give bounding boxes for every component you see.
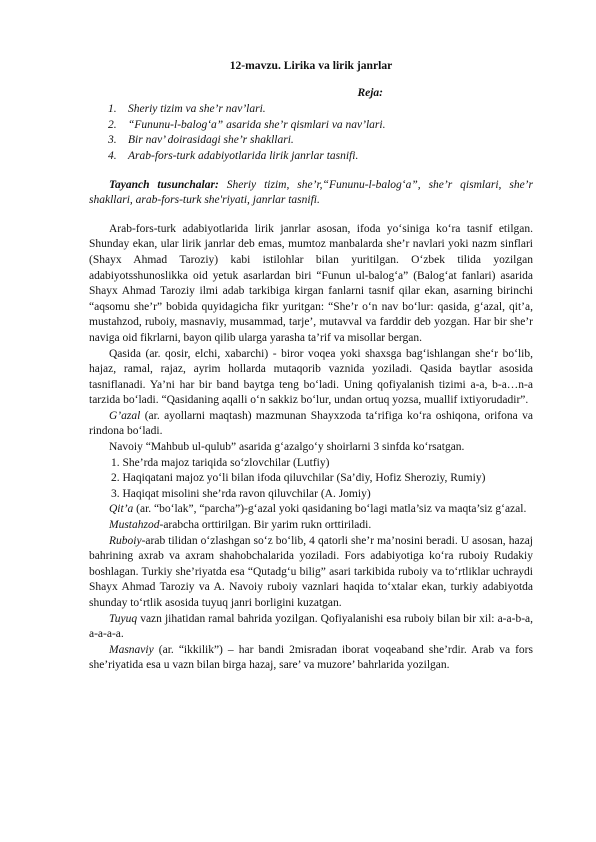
body-paragraph — [89, 502, 533, 518]
keywords-paragraph — [89, 178, 533, 209]
keywords-label: Tayanch tusunchalar: — [109, 178, 219, 191]
body-paragraph: Navoiy “Mahbub ul-qulub” asarida g‘azalgo‘y shoirlarni 3 sinfda ko‘rsatgan. — [109, 441, 465, 454]
term-definition: -arabcha orttirilgan. Bir yarim rukn orttiriladi. — [159, 519, 372, 532]
page-title: 12-mavzu. Lirika va lirik janrlar — [229, 59, 393, 72]
term-definition: vazn jihatidan ramal bahrida yozilgan. Qofiyalanishi esa ruboiy bilan bir xil: a-a-b-a, a-a-a-a. — [89, 612, 533, 641]
list-paragraph: 3. Haqiqat misolini she’rda ravon qiluvchilar (A. Jomiy) — [111, 487, 371, 500]
term-definition: (ar. “bo‘lak”, “parcha”)-g‘azal yoki qasidaning bo‘lagi matla’siz va maqta’siz g‘azal. — [133, 503, 527, 516]
term: Qit’a — [109, 503, 134, 516]
plan-item-text: Sheriy tizim va she’r nav’lari. — [128, 103, 266, 116]
body-paragraph — [89, 612, 533, 643]
term: Tuyuq — [109, 612, 138, 625]
document-page — [89, 58, 533, 674]
list-paragraph: 2. Haqiqatani majoz yo‘li bilan ifoda qiluvchilar (Sa’diy, Hofiz Sheroziy, Rumiy) — [111, 472, 486, 485]
keywords-text: Sheriy tizim, she’r,“Fununu-l-balog‘a”, she’r qismlari, she’r shakllari, arab-fors-turk she'riyati, janrlar tasnifi. — [89, 178, 533, 207]
body-paragraph — [89, 518, 533, 534]
plan-item — [108, 133, 533, 149]
body-paragraph — [89, 409, 533, 440]
plan-list — [89, 102, 533, 164]
term: Ruboiy — [109, 534, 142, 547]
plan-heading: Reja: — [357, 86, 383, 99]
plan-item-text: “Fununu-l-balog‘a” asarida she’r qismlari va nav’lari. — [128, 118, 386, 131]
body-paragraph — [89, 534, 533, 612]
body-paragraph: Arab-fors-turk adabiyotlarida lirik janrlar asosan, ifoda yo‘siniga ko‘ra tasnif etilgan. Shunday ekan, ular lirik janrlar deb emas, mumtoz manbalarda she’r navlari yoki nazm sinflari (Shayx Ahmad Taroziy) kabi istilohlar bilan yuritilgan. O‘zbek tilida yozilgan adabiyotsshunoslikka oid yetuk asarlardan biri “Funun ul-balog‘a” (Balog‘at fanlari) asarida Shayx Ahmad Taroziy ilmi adab tarkibiga kirgan fanlarni tasnif qilar ekan, asarning birinchi “aqsomu she’r” bobida quyidagicha fikr yuritgan: “She’r o‘n nav bo‘lur: qasida, g‘azal, qit’a, mustahzod, ruboiy, masnaviy, musammad, tarje’, mutavval va farddir deb yozgan. Har bir she’r naviga oid fikrlarni, bayon qilib ularga yarasha ta’rif va misollar bergan. — [89, 222, 533, 344]
term-definition: (ar. ayollarni maqtash) mazmunan Shayxzoda ta‘rifiga ko‘ra oshiqona, orifona va rindona bo‘ladi. — [89, 409, 533, 438]
plan-item — [108, 102, 533, 118]
body-paragraph — [89, 643, 533, 674]
body-paragraph: Qasida (ar. qosir, elchi, xabarchi) - biror voqea yoki shaxsga bag‘ishlangan she‘r bo‘lib, hajaz, ramal, rajaz, ayrim hollarda mutaqorib vaznida yoziladi. Qasida baytlar asosida tasniflanadi. Ya’ni har bir band baytga teng bo‘ladi. Uning qofiyalanish tizimi a-a, b-a…n-a tarzida bo‘ladi. “Qasidaning aqalli o‘n sakkiz bo‘lur, undan ortuq yozsa, muallif ixtiyorudadir”. — [89, 347, 533, 407]
list-paragraph: 1. She’rda majoz tariqida so‘zlovchilar (Lutfiy) — [111, 456, 330, 469]
plan-item-number: 2. — [108, 118, 117, 131]
plan-item-text: Arab-fors-turk adabiyotlarida lirik janrlar tasnifi. — [128, 149, 359, 162]
term-definition: (ar. “ikkilik”) – har bandi 2misradan iborat voqeaband she’rdir. Arab va fors she’riyatida esa u vazn bilan birga hazaj, sare’ va muzore’ bahrlarida yozilgan. — [89, 643, 533, 672]
plan-item-number: 1. — [108, 103, 117, 116]
plan-item — [108, 149, 533, 165]
plan-item-number: 3. — [108, 134, 117, 147]
term: Masnaviy — [109, 643, 154, 656]
plan-item-text: Bir nav’ doirasidagi she’r shakllari. — [128, 134, 294, 147]
plan-item — [108, 118, 533, 134]
plan-item-number: 4. — [108, 149, 117, 162]
term-definition: -arab tilidan o‘zlashgan so‘z bo‘lib, 4 qatorli she’r ma’nosini beradi. U asosan, hazaj bahrining axrab va axram shahobchalarida yoziladi. Fors adabiyotiga ko‘ra ruboiy Rudakiy boshlagan. Turkiy she’riyatda esa “Qutadg‘u bilig” asari tarkibida ruboiy va to‘rtliklar uchraydi Shayx Ahmad Taroziy va A. Navoiy ruboiy vaznlari haqida to‘xtalar ekan, turkiy adabiyotda shunday to‘rtlik asosida tuyuq janri borligini kuzatgan. — [89, 534, 533, 609]
term: Mustahzod — [109, 519, 160, 532]
term: G’azal — [109, 409, 141, 422]
